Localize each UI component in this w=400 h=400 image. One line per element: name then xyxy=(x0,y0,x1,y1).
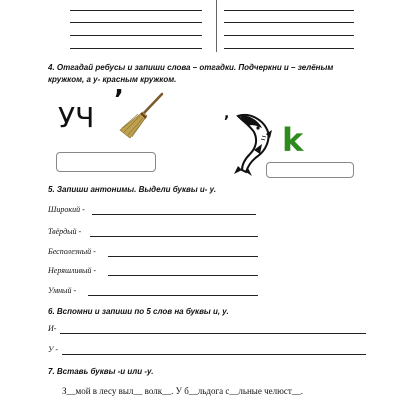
task7-title: 7. Вставь буквы -и или -у. xyxy=(48,367,154,376)
table-line xyxy=(70,22,202,23)
antonym-answer-line[interactable] xyxy=(108,256,258,257)
table-line xyxy=(224,22,354,23)
table-line xyxy=(224,10,354,11)
task4-title: 4. Отгадай ребусы и запиши слова – отгадки. Подчеркни и – зелёным кружком, а у- красным кружком. xyxy=(48,63,334,84)
table-divider xyxy=(216,0,217,52)
rebus1-letters: УЧ xyxy=(58,101,95,134)
rebus2-comma: , xyxy=(224,106,230,122)
antonym-word: Бесполезный - xyxy=(48,247,96,256)
task6-title: 6. Вспомни и запиши по 5 слов на буквы и, у. xyxy=(48,307,229,316)
words-answer-line[interactable] xyxy=(62,354,366,355)
task5-title: 5. Запиши антонимы. Выдели буквы и- у. xyxy=(48,185,217,194)
letter-label-i: И- xyxy=(48,324,57,333)
antonym-answer-line[interactable] xyxy=(90,236,258,237)
antonym-word: Умный - xyxy=(48,286,77,295)
rebus2-answer-box[interactable] xyxy=(266,162,354,178)
table-line xyxy=(70,10,202,11)
rebus1-comma: ’ xyxy=(114,85,124,115)
antonym-word: Широкий - xyxy=(48,205,85,214)
table-line xyxy=(224,35,354,36)
table-line xyxy=(70,48,202,49)
antonym-answer-line[interactable] xyxy=(92,214,256,215)
words-answer-line[interactable] xyxy=(60,333,366,334)
antonym-word: Неряшливый - xyxy=(48,266,97,275)
rebus2-letter: k xyxy=(282,121,304,159)
broom-icon xyxy=(116,92,166,140)
task7-sentence: З__мой в лесу выл__ волк__. У б__льдога с__льные челюст__. xyxy=(62,386,304,396)
antonym-answer-line[interactable] xyxy=(88,295,258,296)
antonym-answer-line[interactable] xyxy=(108,275,258,276)
rebus1-answer-box[interactable] xyxy=(56,152,156,172)
letter-label-u: У - xyxy=(48,345,59,354)
table-line xyxy=(70,35,202,36)
antonym-word: Твёрдый - xyxy=(48,227,82,236)
table-line xyxy=(224,48,354,49)
